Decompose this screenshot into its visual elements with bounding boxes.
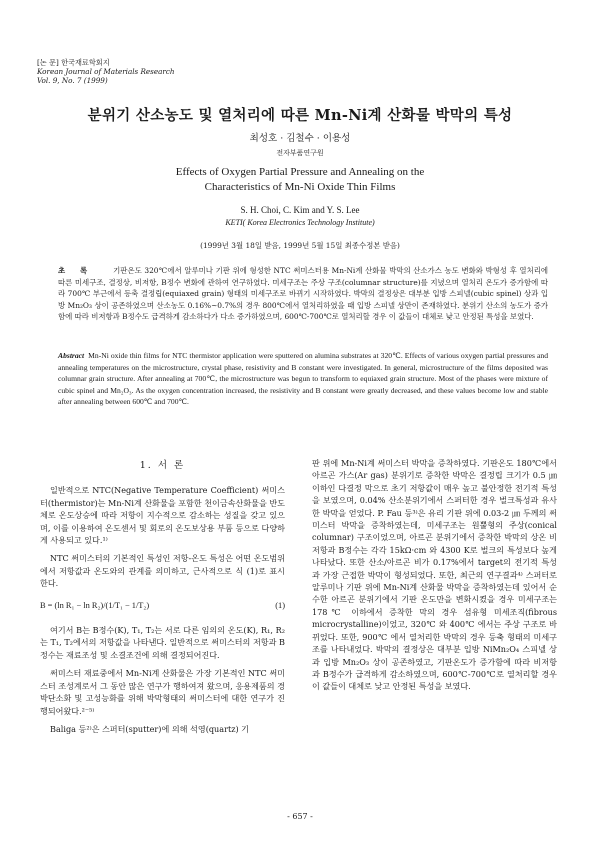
intro-paragraph-3: 여기서 B는 B정수(K), T₁, T₂는 서로 다른 임의의 온도(K), R₁, R₂는 T₁, T₂에서의 저항값을 나타낸다. 일반적으로 써미스터의 저항과 B정수는 재료조성 및 소결조건에 의해 결정되어진다. <box>40 625 285 660</box>
affiliation-english: KETI( Korea Electronics Technology Institute) <box>225 218 375 227</box>
received-dates: (1999년 3월 18일 받음, 1999년 5월 15일 최종수정본 받음) <box>200 241 400 250</box>
title-english <box>40 165 560 195</box>
journal-volume: Vol. 9, No. 7 (1999) <box>37 76 108 85</box>
journal-header <box>37 58 175 85</box>
equation-body: B = (ln R₁ − ln R₂)/(1/T₁ − 1/T₂) <box>40 600 150 610</box>
title-english-line1: Effects of Oxygen Partial Pressure and Annealing on the <box>175 166 425 178</box>
affiliation-korean: 전자부품연구원 <box>276 149 324 157</box>
journal-tag: [논 문] 한국재료학회지 <box>37 58 110 67</box>
abstract-korean <box>58 265 548 323</box>
intro-paragraph-2: NTC 써미스터의 기본적인 특성인 저항-온도 특성은 어떤 온도범위에서 저항값과 온도와의 관계를 의미하고, 근사적으로 식 (1)로 표시한다. <box>40 553 285 589</box>
abstract-english <box>58 350 548 408</box>
intro-paragraph-1: 일반적으로 NTC(Negative Temperature Coefficient) 써미스터(thermistor)는 Mn-Ni계 산화물을 포함한 천이금속산화물을 반도체로 온도상승에 따라 저항이 지수적으로 감소하는 성질을 갖고 있으며, 이를 이용하여 온도센서 및 회로의 온도보상용 부품 등으로 다양하게 사용되고 있다.¹⁾ <box>40 485 285 546</box>
left-column <box>40 454 285 735</box>
intro-paragraph-4: 써미스터 재료중에서 Mn-Ni계 산화물은 가장 기본적인 NTC 써미스터 조성계로서 그 동안 많은 연구가 행하여져 왔으며, 응용제품의 경박단소화 및 고성능화를 위해 박막형태의 써미스터에 대한 연구가 진행되어왔다.²⁻⁵⁾ <box>40 668 285 716</box>
journal-name: Korean Journal of Materials Research <box>37 67 175 76</box>
abstract-english-label: Abstract <box>58 351 85 360</box>
abstract-english-text: Mn-Ni oxide thin films for NTC thermistor application were sputtered on alumina substrates at 320℃. Effects of various oxygen partial pressures and annealing temperatures on the microstructure, crystal phase, resistivity and B constant were investigated. In general, microstructure of the films deposited was columnar grain structure. After annealing at 700℃, the microstructure was begun to transform to equiaxed grain structure. Most of the phases were mixture of cubic spinel and Mn₂O₃. As the oxygen concentration increased, the resistivity and B constant were greatly decreased, and these values become low and stable after annealing between 600℃ and 700℃. <box>58 351 548 407</box>
title-english-line2: Characteristics of Mn-Ni Oxide Thin Films <box>204 181 396 193</box>
section-title-introduction: 1. 서 론 <box>139 460 186 471</box>
intro-paragraph-5: Baliga 등²⁾은 스퍼터(sputter)에 의해 석영(quartz) 기 <box>50 723 250 734</box>
authors-english: S. H. Choi, C. Kim and Y. S. Lee <box>240 205 360 215</box>
intro-paragraph-continued: 판 위에 Mn-Ni계 써미스터 박막을 증착하였다. 기판온도 180℃에서 아르곤 가스(Ar gas) 분위기로 증착한 박막은 결정립 크기가 0.5 ㎛ 이하인 다결정 막으로 초기 저항값이 매우 높고 불안정한 전기적 특성을 보였으며, 0.04% 산소분위기에서 스퍼터한 경우 벌크특성과 유사한 박막을 얻었다. P. Fau 등³⁾은 유리 기판 위에 0.03-2 ㎛ 두께의 써미스터 박막을 증착하였는데, 미세구조는 원뿔형의 주상(conical columnar) 구조이었으며, 아르곤 분위기에서 증착한 박막의 상온 비저항과 B정수는 각각 15kΩ·cm 와 4300 K로 벌크의 특성보다 높게 나타났다. 또한 산소/아르곤 비가 0.17%에서 target의 전기적 특성과 가장 근접한 박막이 형성되었다. 또한, 최근의 연구결과⁴⁾ 스퍼터로 알루미나 기판 위에 Mn-Ni계 산화물 박막을 증착하였는데 있어서 순수한 아르곤 분위기에서 기판 온도만을 변화시켰을 경우 미세구조는 178℃ 이하에서 증착한 막의 경우 섬유형 미세조직(fibrous microcrystalline)이었고, 320℃ 와 400℃ 에서는 주상 구조로 바뀌었다. 또한, 900℃ 에서 열처리한 박막의 경우 등축 형태의 미세구조를 나타내었다. 박막의 결정상은 대부분 입방 NiMn₂O₄ 스피넬 상과 입방 Mn₂O₃ 상이 공존하였고, 기판온도가 증가함에 따라 비저항과 B정수가 급격하게 감소하였으며, 600℃-700℃로 열처리할 경우 이 값들이 대체로 낮고 안정된 특성을 보였다. <box>312 458 557 692</box>
right-column <box>312 457 557 693</box>
abstract-korean-text: 기판온도 320℃에서 알루미나 기판 위에 형성한 NTC 써미스터용 Mn-Ni계 산화물 박막의 산소가스 농도 변화와 박형성 후 열처리에 따른 미세구조, 결정상, 비저항, B정수 변화에 관하여 연구하였다. 미세구조는 주상 구조(columnar structure)를 지녔으며 열처리 온도가 증가함에 따라 700℃ 부근에서 등축 결정립(equiaxed grain) 형태의 미세구조로 바뀌기 시작하였다. 박막의 결정상은 대부분 입방 스피넬(cubic spinel) 상과 입방 Mn₂O₃ 상이 공존하였으며 산소농도 0.16%~0.7%의 경우 800℃에서 열처리하였을 때 입방 스피넬 상만이 존재하였다. 분위기 산소의 농도가 증가함에 따라 비저항과 B정수도 급격하게 감소하다가 다소 증가하였으며, 600℃-700℃로 열처리할 경우 이 값들이 대체로 낮고 안정된 특성을 보였다. <box>58 266 548 322</box>
equation-number: (1) <box>275 600 285 610</box>
equation-1 <box>40 600 285 612</box>
abstract-korean-label: 초 록 <box>58 266 94 275</box>
authors-korean: 최성호 · 김철수 · 이용성 <box>249 133 351 144</box>
page-number: - 657 - <box>287 812 313 821</box>
title-korean: 분위기 산소농도 및 열처리에 따른 Mn-Ni계 산화물 박막의 특성 <box>87 107 513 124</box>
